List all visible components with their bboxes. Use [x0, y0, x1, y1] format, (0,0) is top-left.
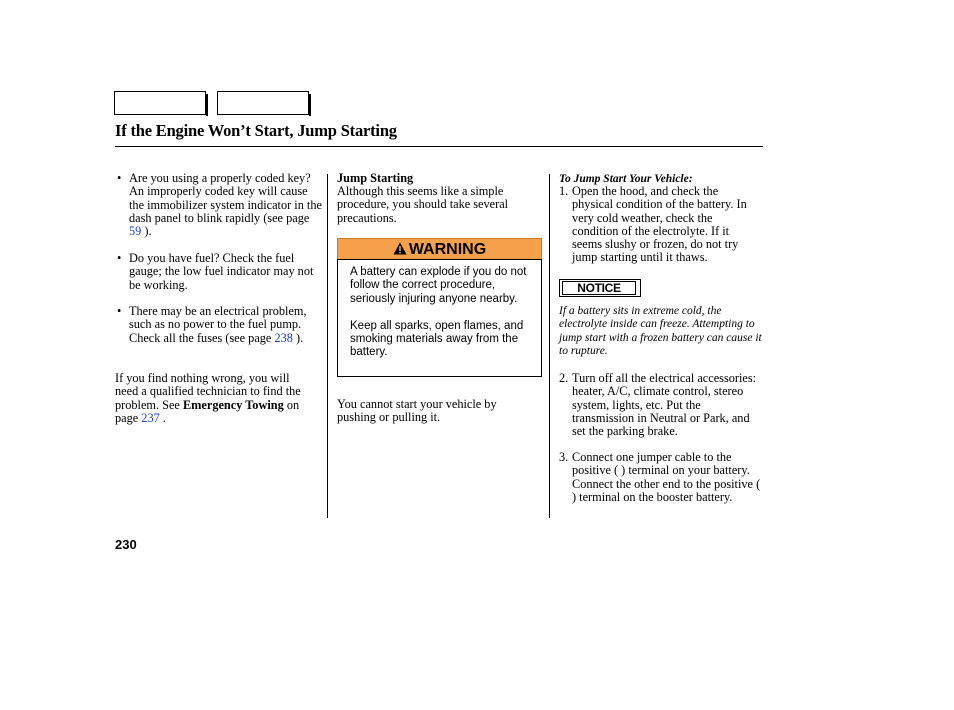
- nav-button-1[interactable]: [114, 91, 206, 115]
- bullet: •: [117, 171, 122, 185]
- step-text: Open the hood, and check the physical condition of the battery. In very cold weather, check the condition of the electrolyte. If it seems slushy or frozen, do not try jump starting until it thaws.: [572, 184, 747, 265]
- warning-label: WARNING: [408, 241, 487, 258]
- column-divider-2: [549, 174, 550, 518]
- bullet-text-end: ).: [141, 224, 152, 239]
- step-3: [559, 451, 762, 504]
- page-link-59[interactable]: 59: [129, 224, 142, 239]
- procedure-heading: To Jump Start Your Vehicle:: [559, 173, 693, 185]
- page-number: 230: [115, 537, 137, 552]
- bullet-text: There may be an electrical problem, such as no power to the fuel pump. Check all the fuses (see page: [129, 304, 307, 345]
- warning-text-2: Keep all sparks, open flames, and smoking materials away from the battery.: [350, 319, 524, 359]
- bullet: •: [117, 304, 122, 318]
- list-item: [117, 172, 322, 238]
- page-link-238[interactable]: 238: [274, 330, 293, 345]
- list-item: [117, 252, 322, 292]
- bullet-text-end: ).: [292, 330, 304, 345]
- paragraph-text: If you find nothing wrong, you will need a qualified technician to find the problem. See: [115, 371, 301, 412]
- step-text: Connect one jumper cable to the positive ( ) terminal on your battery. Connect the other end to the positive ( ) terminal on the booster battery.: [572, 450, 761, 504]
- bullet: •: [117, 251, 122, 265]
- warning-header: [337, 238, 542, 260]
- technician-paragraph: [115, 372, 315, 425]
- warning-box: [337, 259, 542, 377]
- step-1: [559, 185, 762, 265]
- step-number: 3.: [559, 450, 569, 464]
- notice-text: If a battery sits in extreme cold, the electrolyte inside can freeze. Attempting to jump start with a frozen battery can cause it to rupture.: [559, 305, 762, 357]
- page-link-237[interactable]: 237: [141, 410, 160, 425]
- title-rule: [115, 146, 763, 147]
- paragraph-text-end: .: [159, 410, 166, 425]
- step-text: Turn off all the electrical accessories: heater, A/C, climate control, stereo system, lights, etc. Put the transmission in Neutral or Park, and set the parking brake.: [572, 371, 757, 439]
- bullet-text: Are you using a properly coded key? An improperly coded key will cause the immobilizer system indicator in the dash panel to blink rapidly (see page: [129, 171, 322, 225]
- section-heading: Jump Starting: [337, 171, 414, 185]
- step-number: 2.: [559, 371, 569, 385]
- notice-label-box: [559, 279, 641, 297]
- list-item: [117, 305, 322, 345]
- push-start-note: You cannot start your vehicle by pushing or pulling it.: [337, 397, 497, 425]
- paragraph-text-mid: on page: [115, 397, 300, 425]
- column-divider-1: [327, 174, 328, 518]
- intro-paragraph: Although this seems like a simple procedure, you should take several precautions.: [337, 184, 509, 225]
- step-2: [559, 372, 762, 438]
- notice-label: NOTICE: [562, 281, 636, 295]
- bullet-text: Do you have fuel? Check the fuel gauge; the low fuel indicator may not be working.: [129, 251, 314, 292]
- emergency-towing-ref: Emergency Towing: [182, 397, 284, 412]
- step-number: 1.: [559, 184, 569, 198]
- warning-triangle-icon: [393, 242, 407, 255]
- page-title: If the Engine Won’t Start, Jump Starting: [115, 121, 397, 140]
- nav-button-2[interactable]: [217, 91, 309, 115]
- warning-text-1: A battery can explode if you do not follow the correct procedure, seriously injuring anyone nearby.: [350, 266, 527, 305]
